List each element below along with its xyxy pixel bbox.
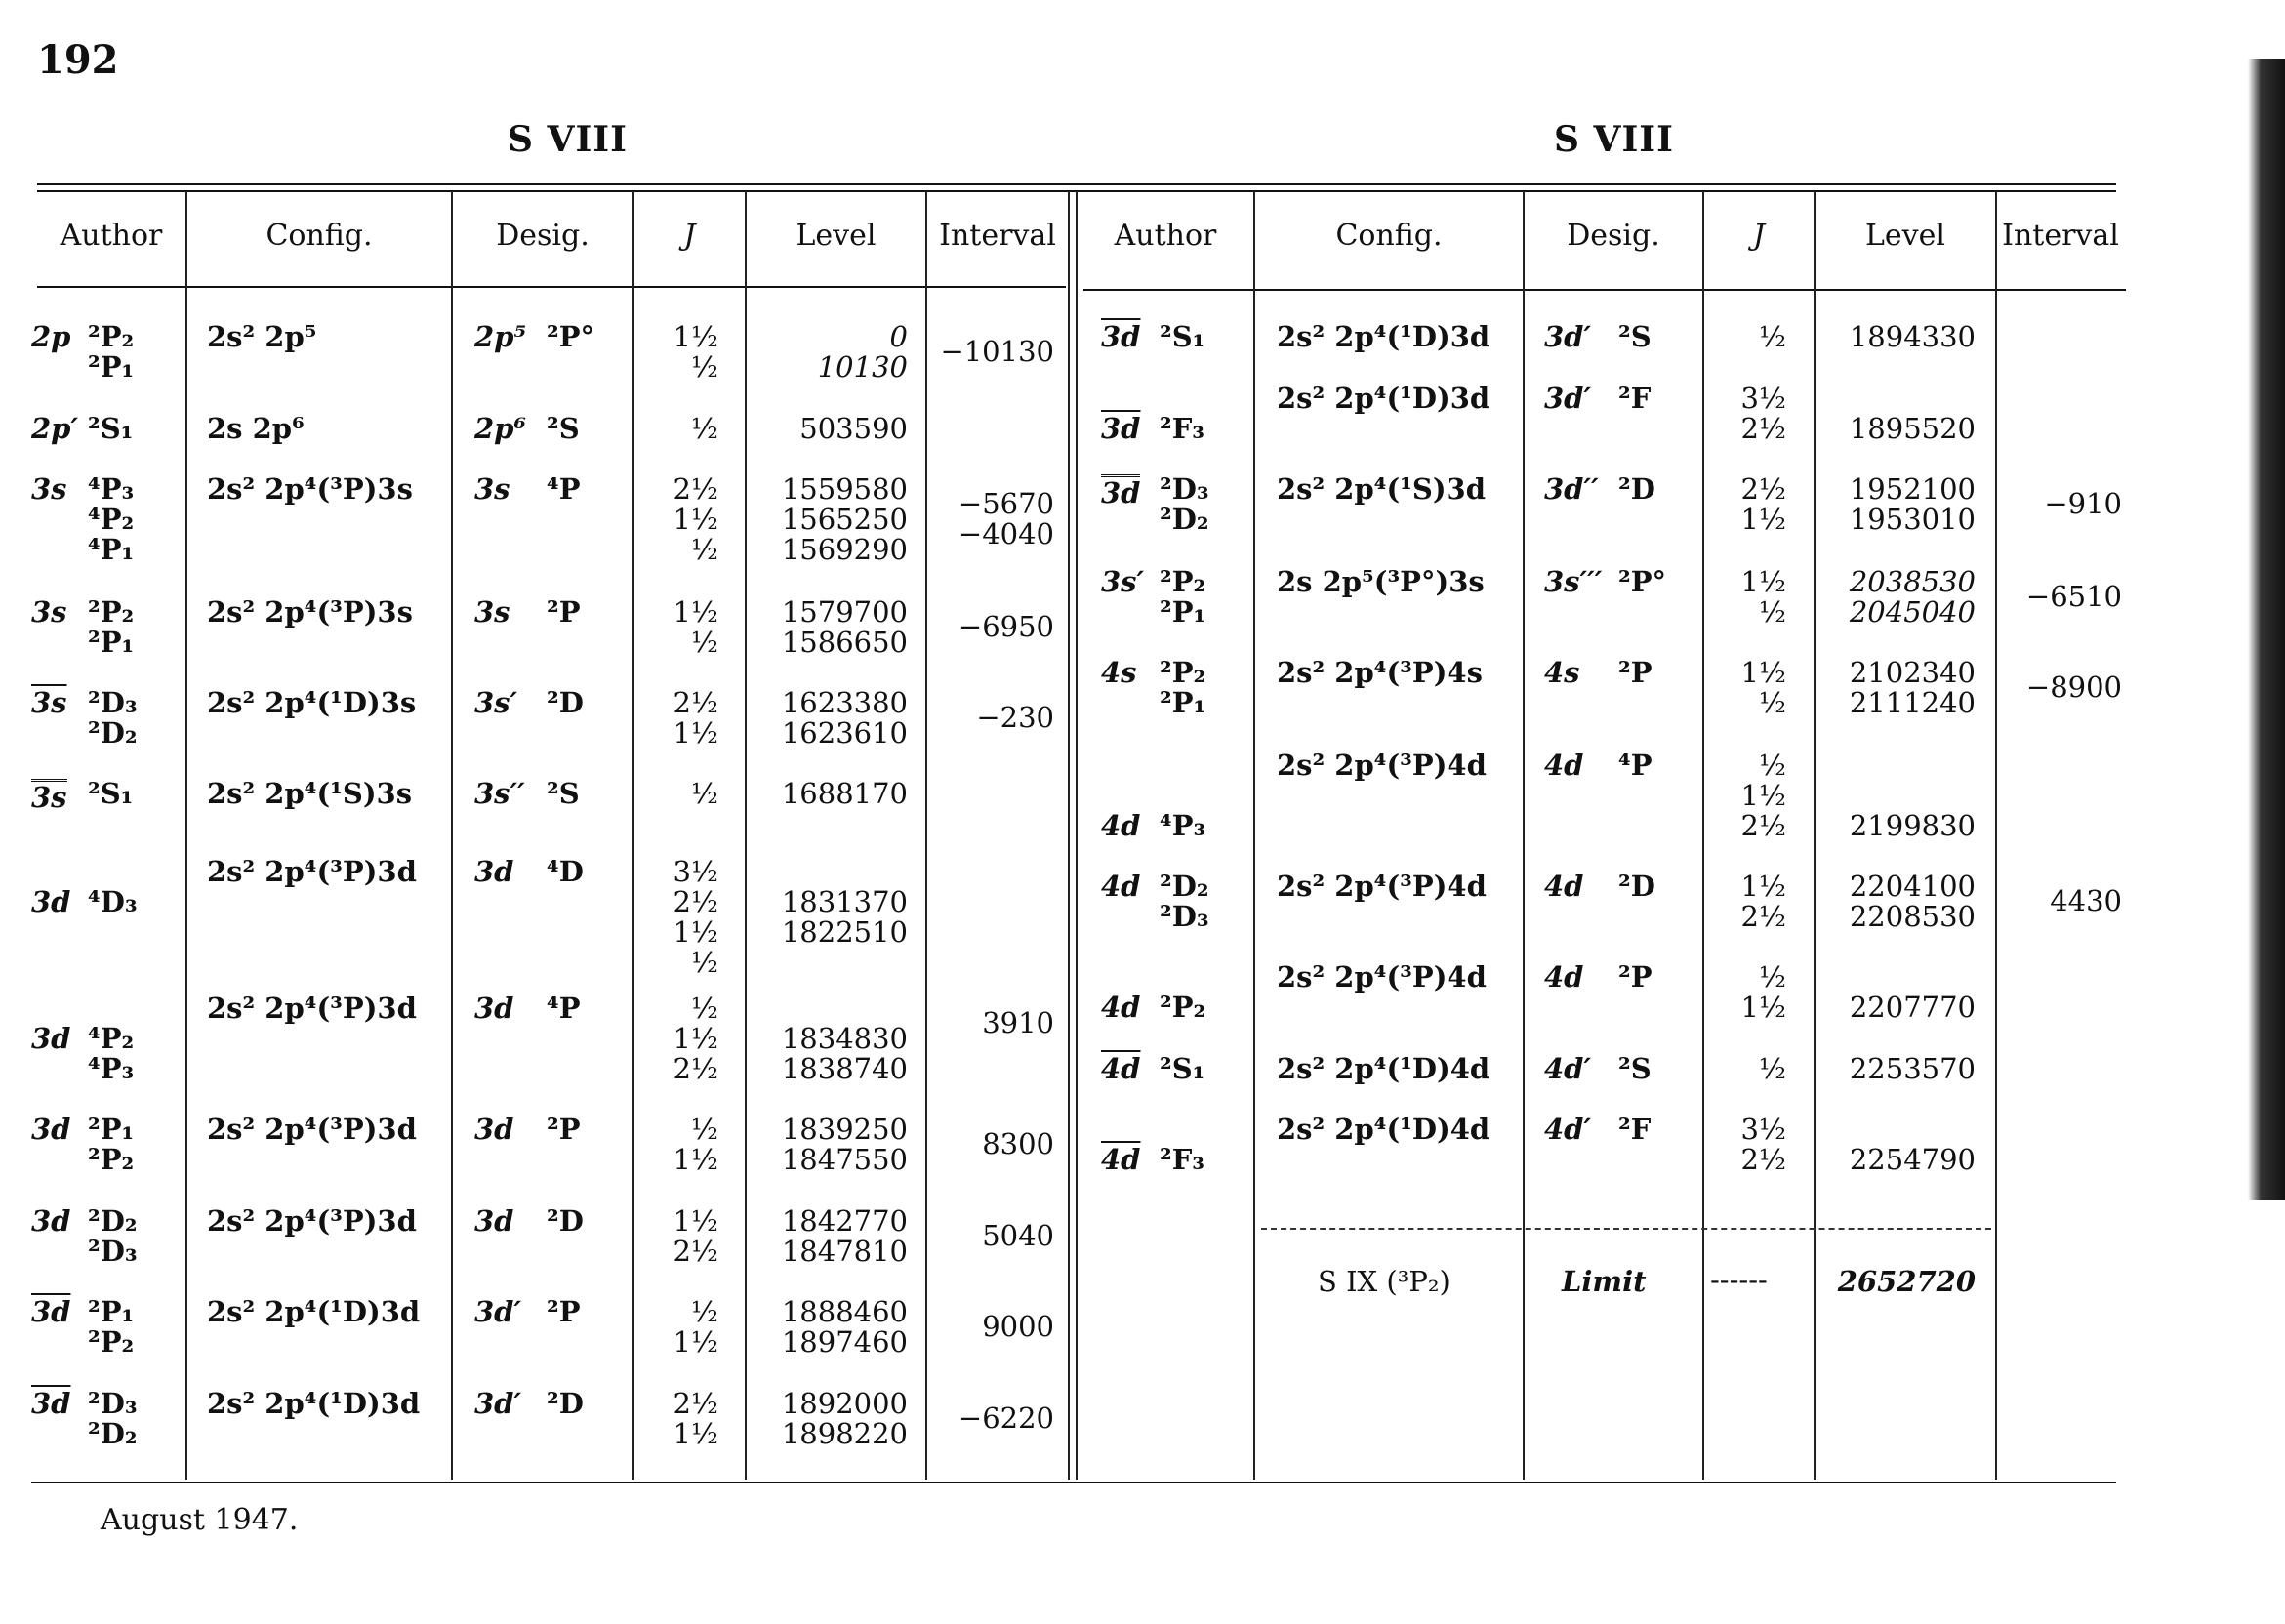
right-level-7-1: 2207770 — [1849, 991, 1976, 1024]
limit-level: 2652720 — [1837, 1265, 1976, 1298]
left-desig-9: 3d — [474, 1204, 514, 1238]
left-author-11: 3d — [31, 1387, 71, 1420]
right-j-7-1: 1½ — [1740, 991, 1786, 1024]
limit-dashed-rule — [1261, 1228, 1991, 1230]
right-j-9-1: 2½ — [1740, 1143, 1786, 1176]
left-desig-term-5: ²S — [547, 777, 580, 810]
right-desig-9: 4d′ — [1544, 1113, 1592, 1146]
left-level-4-1: 1623610 — [781, 716, 908, 750]
vline-7 — [1253, 191, 1255, 1480]
header-j-right: J — [1752, 219, 1766, 253]
left-desig-4: 3s′ — [474, 686, 518, 719]
left-interval-8-0: 8300 — [982, 1127, 1054, 1160]
right-level-6-1: 2208530 — [1849, 900, 1976, 933]
left-author-term-1-0: ²S₁ — [88, 412, 134, 445]
left-j-10-1: 1½ — [673, 1325, 718, 1359]
left-author-6: 3d — [31, 885, 71, 918]
header-interval-right: Interval — [2002, 219, 2119, 253]
right-level-2-1: 1953010 — [1849, 503, 1976, 536]
left-j-7-2: 2½ — [673, 1052, 718, 1085]
left-interval-7-0: 3910 — [982, 1006, 1054, 1039]
header-j-left: J — [683, 219, 696, 253]
left-j-9-1: 2½ — [673, 1235, 718, 1268]
left-author-term-4-1: ²D₂ — [88, 716, 138, 750]
left-j-4-0: 2½ — [673, 686, 718, 719]
left-level-10-0: 1888460 — [781, 1295, 908, 1328]
left-j-6-3: ½ — [690, 946, 718, 979]
right-j-2-0: 2½ — [1740, 472, 1786, 506]
right-author-term-6-0: ²D₂ — [1160, 870, 1209, 903]
left-desig-term-2: ⁴P — [547, 472, 581, 506]
left-j-6-1: 2½ — [673, 885, 718, 918]
left-author-term-8-1: ²P₂ — [88, 1143, 135, 1176]
left-interval-0-0: −10130 — [940, 335, 1054, 368]
left-j-8-1: 1½ — [673, 1143, 718, 1176]
left-level-8-1: 1847550 — [781, 1143, 908, 1176]
right-level-1-1: 1895520 — [1849, 412, 1976, 445]
left-author-term-10-1: ²P₂ — [88, 1325, 135, 1359]
left-desig-1: 2p⁶ — [474, 412, 527, 445]
right-desig-5: 4d — [1544, 749, 1584, 782]
left-desig-10: 3d′ — [474, 1295, 522, 1328]
left-interval-9-0: 5040 — [982, 1219, 1054, 1252]
left-desig-term-0: ²P° — [547, 320, 595, 353]
left-config-4: 2s² 2p⁴(¹D)3s — [207, 686, 417, 719]
left-author-0: 2p — [31, 320, 71, 353]
left-level-11-0: 1892000 — [781, 1387, 908, 1420]
left-j-3-0: 1½ — [673, 595, 718, 629]
left-interval-2-0: −5670 — [958, 487, 1054, 520]
left-j-10-0: ½ — [690, 1295, 718, 1328]
left-j-2-1: 1½ — [673, 503, 718, 536]
left-author-4: 3s — [31, 686, 67, 719]
left-level-2-1: 1565250 — [781, 503, 908, 536]
left-author-2: 3s — [31, 472, 67, 506]
right-config-9: 2s² 2p⁴(¹D)4d — [1277, 1113, 1490, 1146]
left-desig-6: 3d — [474, 855, 514, 888]
left-level-10-1: 1897460 — [781, 1325, 908, 1359]
right-level-4-0: 2102340 — [1849, 656, 1976, 689]
left-config-11: 2s² 2p⁴(¹D)3d — [207, 1387, 421, 1420]
right-author-term-3-1: ²P₁ — [1160, 595, 1206, 629]
left-j-5-0: ½ — [690, 777, 718, 810]
right-level-8-0: 2253570 — [1849, 1052, 1976, 1085]
left-config-1: 2s 2p⁶ — [207, 412, 305, 445]
left-author-7: 3d — [31, 1022, 71, 1055]
left-desig-3: 3s — [474, 595, 510, 629]
left-j-0-1: ½ — [690, 350, 718, 384]
left-section-title: S VIII — [508, 119, 628, 160]
left-j-2-0: 2½ — [673, 472, 718, 506]
left-desig-8: 3d — [474, 1113, 514, 1146]
header-interval-left: Interval — [939, 219, 1056, 253]
left-author-9: 3d — [31, 1204, 71, 1238]
left-author-8: 3d — [31, 1113, 71, 1146]
left-desig-term-8: ²P — [547, 1113, 581, 1146]
left-interval-11-0: −6220 — [958, 1401, 1054, 1435]
left-j-8-0: ½ — [690, 1113, 718, 1146]
left-j-4-1: 1½ — [673, 716, 718, 750]
vline-4 — [745, 191, 747, 1480]
right-config-0: 2s² 2p⁴(¹D)3d — [1277, 320, 1490, 353]
right-j-9-0: 3½ — [1740, 1113, 1786, 1146]
right-desig-6: 4d — [1544, 870, 1584, 903]
right-level-4-1: 2111240 — [1849, 686, 1976, 719]
vline-3 — [632, 191, 634, 1480]
left-config-10: 2s² 2p⁴(¹D)3d — [207, 1295, 421, 1328]
left-author-term-4-0: ²D₃ — [88, 686, 138, 719]
left-level-4-0: 1623380 — [781, 686, 908, 719]
right-level-3-0: 2038530 — [1849, 565, 1976, 598]
right-config-6: 2s² 2p⁴(³P)4d — [1277, 870, 1487, 903]
right-desig-term-1: ²F — [1618, 382, 1652, 415]
left-level-5-0: 1688170 — [781, 777, 908, 810]
left-desig-2: 3s — [474, 472, 510, 506]
right-interval-4-0: −8900 — [2025, 670, 2122, 704]
left-interval-4-0: −230 — [976, 701, 1054, 734]
right-author-term-4-0: ²P₂ — [1160, 656, 1206, 689]
left-author-term-2-2: ⁴P₁ — [88, 533, 135, 566]
right-interval-2-0: −910 — [2044, 487, 2122, 520]
left-level-3-1: 1586650 — [781, 626, 908, 659]
right-author-5: 4d — [1101, 809, 1141, 842]
right-j-5-1: 1½ — [1740, 779, 1786, 812]
left-desig-term-1: ²S — [547, 412, 580, 445]
right-author-9: 4d — [1101, 1143, 1141, 1176]
left-j-2-2: ½ — [690, 533, 718, 566]
right-author-6: 4d — [1101, 870, 1141, 903]
right-section-title: S VIII — [1554, 119, 1674, 160]
header-level-left: Level — [796, 219, 877, 253]
left-interval-3-0: −6950 — [958, 610, 1054, 643]
left-level-1-0: 503590 — [799, 412, 908, 445]
left-interval-10-0: 9000 — [982, 1310, 1054, 1343]
right-level-3-1: 2045040 — [1849, 595, 1976, 629]
right-desig-8: 4d′ — [1544, 1052, 1592, 1085]
limit-j: ------ — [1710, 1263, 1768, 1296]
left-desig-term-4: ²D — [547, 686, 584, 719]
bottom-rule — [31, 1482, 2116, 1483]
right-author-term-6-1: ²D₃ — [1160, 900, 1209, 933]
right-desig-7: 4d — [1544, 960, 1584, 994]
left-author-term-5-0: ²S₁ — [88, 777, 134, 810]
left-j-1-0: ½ — [690, 412, 718, 445]
left-level-6-1: 1831370 — [781, 885, 908, 918]
right-j-1-0: 3½ — [1740, 382, 1786, 415]
right-desig-term-6: ²D — [1618, 870, 1655, 903]
left-author-term-9-1: ²D₃ — [88, 1235, 138, 1268]
right-level-6-0: 2204100 — [1849, 870, 1976, 903]
left-desig-term-6: ⁴D — [547, 855, 584, 888]
left-level-9-0: 1842770 — [781, 1204, 908, 1238]
top-rule-1 — [37, 183, 2116, 185]
right-author-term-3-0: ²P₂ — [1160, 565, 1206, 598]
right-author-term-7-0: ²P₂ — [1160, 991, 1206, 1024]
left-config-8: 2s² 2p⁴(³P)3d — [207, 1113, 417, 1146]
right-config-1: 2s² 2p⁴(¹D)3d — [1277, 382, 1490, 415]
left-desig-0: 2p⁵ — [474, 320, 527, 353]
page-edge-shadow — [2248, 59, 2285, 1200]
left-desig-term-7: ⁴P — [547, 992, 581, 1025]
left-author-term-3-1: ²P₁ — [88, 626, 135, 659]
right-author-term-2-1: ²D₂ — [1160, 503, 1209, 536]
right-level-2-0: 1952100 — [1849, 472, 1976, 506]
left-level-2-0: 1559580 — [781, 472, 908, 506]
right-author-term-9-0: ²F₃ — [1160, 1143, 1204, 1176]
left-desig-term-3: ²P — [547, 595, 581, 629]
left-author-term-0-1: ²P₁ — [88, 350, 135, 384]
left-level-11-1: 1898220 — [781, 1417, 908, 1450]
left-author-term-2-0: ⁴P₃ — [88, 472, 135, 506]
vline-6b — [1076, 191, 1078, 1480]
left-j-9-0: 1½ — [673, 1204, 718, 1238]
left-config-7: 2s² 2p⁴(³P)3d — [207, 992, 417, 1025]
right-j-3-1: ½ — [1758, 595, 1786, 629]
limit-desig: Limit — [1562, 1265, 1647, 1298]
left-desig-5: 3s′′ — [474, 777, 525, 810]
left-desig-7: 3d — [474, 992, 514, 1025]
right-desig-4: 4s — [1544, 656, 1580, 689]
left-author-3: 3s — [31, 595, 67, 629]
right-desig-term-9: ²F — [1618, 1113, 1652, 1146]
left-author-term-3-0: ²P₂ — [88, 595, 135, 629]
right-author-term-8-0: ²S₁ — [1160, 1052, 1205, 1085]
left-desig-term-10: ²P — [547, 1295, 581, 1328]
left-level-9-1: 1847810 — [781, 1235, 908, 1268]
right-level-9-1: 2254790 — [1849, 1143, 1976, 1176]
left-level-0-0: 0 — [889, 320, 908, 353]
right-author-3: 3s′ — [1101, 565, 1145, 598]
right-j-7-0: ½ — [1758, 960, 1786, 994]
right-desig-term-5: ⁴P — [1618, 749, 1653, 782]
left-level-7-2: 1838740 — [781, 1052, 908, 1085]
vline-5 — [925, 191, 927, 1480]
right-level-0-0: 1894330 — [1849, 320, 1976, 353]
left-j-0-0: 1½ — [673, 320, 718, 353]
left-level-3-0: 1579700 — [781, 595, 908, 629]
right-level-5-2: 2199830 — [1849, 809, 1976, 842]
right-config-7: 2s² 2p⁴(³P)4d — [1277, 960, 1487, 994]
right-author-term-1-0: ²F₃ — [1160, 412, 1204, 445]
left-j-7-0: ½ — [690, 992, 718, 1025]
left-j-7-1: 1½ — [673, 1022, 718, 1055]
right-author-7: 4d — [1101, 991, 1141, 1024]
left-author-term-7-1: ⁴P₃ — [88, 1052, 135, 1085]
left-config-6: 2s² 2p⁴(³P)3d — [207, 855, 417, 888]
right-j-3-0: 1½ — [1740, 565, 1786, 598]
header-config-left: Config. — [265, 219, 373, 253]
limit-config: S IX (³P₂) — [1318, 1265, 1450, 1298]
right-desig-3: 3s′′′ — [1544, 565, 1603, 598]
left-level-7-1: 1834830 — [781, 1022, 908, 1055]
right-j-8-0: ½ — [1758, 1052, 1786, 1085]
left-author-term-8-0: ²P₁ — [88, 1113, 135, 1146]
right-config-4: 2s² 2p⁴(³P)4s — [1277, 656, 1483, 689]
right-author-term-4-1: ²P₁ — [1160, 686, 1206, 719]
right-config-3: 2s 2p⁵(³P°)3s — [1277, 565, 1485, 598]
left-j-6-0: 3½ — [673, 855, 718, 888]
right-j-6-0: 1½ — [1740, 870, 1786, 903]
left-config-2: 2s² 2p⁴(³P)3s — [207, 472, 413, 506]
right-interval-3-0: −6510 — [2025, 580, 2122, 613]
vline-6a — [1068, 191, 1070, 1480]
left-config-5: 2s² 2p⁴(¹S)3s — [207, 777, 413, 810]
right-desig-term-3: ²P° — [1618, 565, 1667, 598]
left-j-11-0: 2½ — [673, 1387, 718, 1420]
left-author-term-11-0: ²D₃ — [88, 1387, 138, 1420]
right-author-8: 4d — [1101, 1052, 1141, 1085]
left-author-term-0-0: ²P₂ — [88, 320, 135, 353]
right-j-6-1: 2½ — [1740, 900, 1786, 933]
right-desig-term-7: ²P — [1618, 960, 1653, 994]
right-desig-term-8: ²S — [1618, 1052, 1652, 1085]
vline-2 — [451, 191, 453, 1480]
left-config-0: 2s² 2p⁵ — [207, 320, 317, 353]
right-author-1: 3d — [1101, 412, 1141, 445]
left-author-term-6-0: ⁴D₃ — [88, 885, 138, 918]
right-author-term-2-0: ²D₃ — [1160, 472, 1209, 506]
left-config-9: 2s² 2p⁴(³P)3d — [207, 1204, 417, 1238]
right-desig-term-0: ²S — [1618, 320, 1652, 353]
page-number: 192 — [37, 37, 119, 83]
right-config-8: 2s² 2p⁴(¹D)4d — [1277, 1052, 1490, 1085]
left-config-3: 2s² 2p⁴(³P)3s — [207, 595, 413, 629]
right-config-5: 2s² 2p⁴(³P)4d — [1277, 749, 1487, 782]
vline-8 — [1523, 191, 1525, 1480]
right-desig-0: 3d′ — [1544, 320, 1592, 353]
right-interval-6-0: 4430 — [2050, 884, 2122, 917]
right-j-5-2: 2½ — [1740, 809, 1786, 842]
right-desig-term-4: ²P — [1618, 656, 1653, 689]
right-config-2: 2s² 2p⁴(¹S)3d — [1277, 472, 1487, 506]
left-author-term-10-0: ²P₁ — [88, 1295, 135, 1328]
left-author-term-2-1: ⁴P₂ — [88, 503, 135, 536]
left-author-term-11-1: ²D₂ — [88, 1417, 138, 1450]
left-interval-2-1: −4040 — [958, 517, 1054, 550]
left-desig-term-11: ²D — [547, 1387, 584, 1420]
left-level-6-2: 1822510 — [781, 915, 908, 949]
right-j-2-1: 1½ — [1740, 503, 1786, 536]
right-j-0-0: ½ — [1758, 320, 1786, 353]
left-author-term-9-0: ²D₂ — [88, 1204, 138, 1238]
left-author-5: 3s — [31, 781, 67, 814]
right-desig-term-2: ²D — [1618, 472, 1655, 506]
header-desig-left: Desig. — [496, 219, 590, 253]
right-j-4-0: 1½ — [1740, 656, 1786, 689]
right-j-4-1: ½ — [1758, 686, 1786, 719]
right-author-2: 3d — [1101, 476, 1141, 509]
left-author-term-7-0: ⁴P₂ — [88, 1022, 135, 1055]
left-level-8-0: 1839250 — [781, 1113, 908, 1146]
header-config-right: Config. — [1335, 219, 1443, 253]
header-level-right: Level — [1865, 219, 1945, 253]
left-j-3-1: ½ — [690, 626, 718, 659]
right-author-0: 3d — [1101, 320, 1141, 353]
right-author-term-5-0: ⁴P₃ — [1160, 809, 1206, 842]
left-author-1: 2p′ — [31, 412, 79, 445]
left-desig-term-9: ²D — [547, 1204, 584, 1238]
left-j-6-2: 1½ — [673, 915, 718, 949]
header-rule-right — [1083, 289, 2126, 291]
left-j-11-1: 1½ — [673, 1417, 718, 1450]
left-level-0-1: 10130 — [817, 350, 908, 384]
right-author-term-0-0: ²S₁ — [1160, 320, 1205, 353]
vline-1 — [185, 191, 187, 1480]
left-desig-11: 3d′ — [474, 1387, 522, 1420]
footer-date: August 1947. — [101, 1503, 299, 1537]
header-desig-right: Desig. — [1567, 219, 1660, 253]
right-author-4: 4s — [1101, 656, 1137, 689]
right-j-5-0: ½ — [1758, 749, 1786, 782]
left-level-2-2: 1569290 — [781, 533, 908, 566]
right-j-1-1: 2½ — [1740, 412, 1786, 445]
right-desig-2: 3d′′ — [1544, 472, 1599, 506]
header-author-right: Author — [1114, 219, 1217, 253]
left-author-10: 3d — [31, 1295, 71, 1328]
right-desig-1: 3d′ — [1544, 382, 1592, 415]
header-author-left: Author — [60, 219, 163, 253]
header-rule-left — [37, 286, 1066, 288]
vline-11 — [1995, 191, 1997, 1480]
